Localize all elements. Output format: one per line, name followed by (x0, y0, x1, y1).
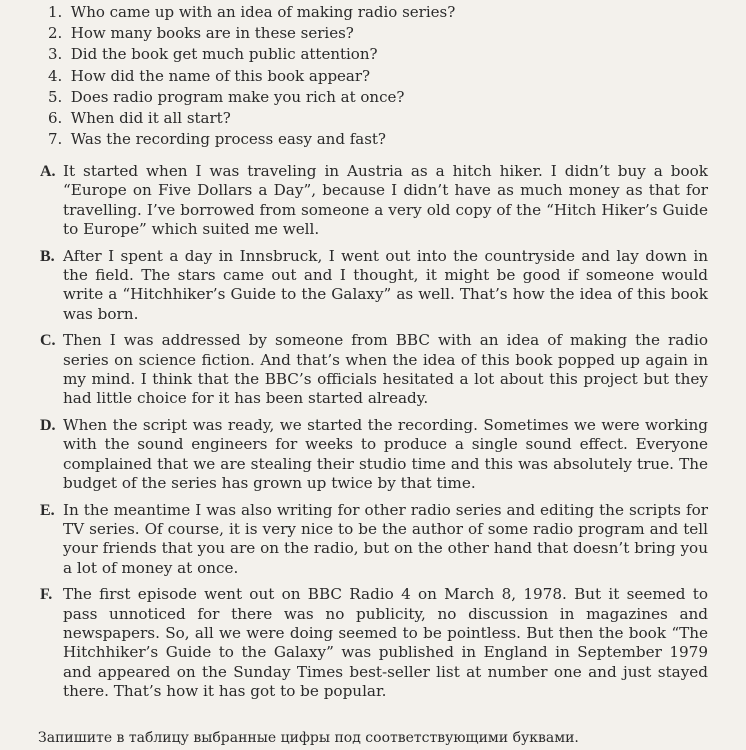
answer-letter: B. (40, 247, 55, 265)
question-number: 1. (48, 3, 63, 21)
answer-letter: A. (40, 163, 56, 180)
answer-letter: C. (40, 332, 56, 350)
question-item (48, 2, 708, 23)
questions-list (48, 2, 708, 150)
answer-paragraph-a (40, 162, 708, 240)
answer-text: In the meantime I was also writing for other radio series and editing the scripts for TV series. Of course, it is very nice to be the author of some radio program and tell your friends that you are on the radio, but on the other hand that doesn’t bring you a lot of money at once. (63, 500, 708, 577)
answer-text: It started when I was traveling in Austria as a hitch hiker. I didn’t buy a book “Europe on Five Dollars a Day”, because I didn’t have as much money as that for travelling. I’ve borrowed from someone a very old copy of the “Hitch Hiker’s Guide to Europe” which suited me well. (63, 162, 708, 239)
question-item (48, 129, 708, 150)
instruction-text: Запишите в таблицу выбранные цифры под соответствующими буквами. (38, 730, 579, 746)
question-text: Who came up with an idea of making radio series? (70, 3, 456, 21)
question-text: How did the name of this book appear? (70, 66, 371, 85)
question-text: When did it all start? (70, 108, 231, 127)
question-item (48, 108, 708, 129)
answer-paragraph-b (40, 247, 708, 325)
question-number: 3. (48, 45, 63, 64)
question-number: 5. (48, 87, 63, 106)
question-item (48, 66, 708, 87)
question-text: Did the book get much public attention? (70, 45, 378, 64)
question-item (48, 44, 708, 65)
question-number: 4. (48, 66, 63, 85)
answer-letter: E. (40, 501, 55, 519)
answer-paragraph-c (40, 331, 708, 409)
question-text: Was the recording process easy and fast? (70, 130, 386, 149)
answer-letter: F. (40, 586, 53, 604)
question-item (48, 23, 708, 44)
answer-text: When the script was ready, we started the recording. Sometimes we were working with the sound engineers for weeks to produce a single sound effect. Everyone complained that we are stealing their studio time and this was absolutely true. The budget of the series has grown up twice by that time. (63, 415, 708, 493)
answer-paragraph-e (40, 501, 708, 579)
answer-letter: D. (40, 416, 56, 434)
answer-text: Then I was addressed by someone from BBC with an idea of making the radio series on science fiction. And that’s when the idea of this book popped up again in my mind. I think that the BBC’s officials hesitated a lot about this project but they had little choice for it has been started already. (63, 331, 708, 408)
question-number: 2. (48, 24, 63, 43)
question-item (48, 87, 708, 108)
question-number: 7. (48, 130, 63, 149)
answer-text: The first episode went out on BBC Radio 4 on March 8, 1978. But it seemed to pass unnoticed for there was no publicity, no discussion in magazines and newspapers. So, all we were doing seemed to be pointless. But then the book “The Hitchhiker’s Guide to the Galaxy” was published in England in September 1979 and appeared on the Sunday Times best-seller list at number one and just stayed there. That’s how it has got to be popular. (63, 585, 708, 701)
answers-section (40, 162, 708, 709)
answer-text: After I spent a day in Innsbruck, I went out into the countryside and lay down in the field. The stars came out and I thought, it might be good if someone would write a “Hitchhiker’s Guide to the Galaxy” as well. That’s how the idea of this book was born. (63, 246, 708, 323)
answer-paragraph-f (40, 585, 708, 701)
answer-paragraph-d (40, 416, 708, 494)
question-text: Does radio program make you rich at once? (70, 87, 405, 106)
question-number: 6. (48, 108, 63, 127)
question-text: How many books are in these series? (70, 24, 354, 43)
